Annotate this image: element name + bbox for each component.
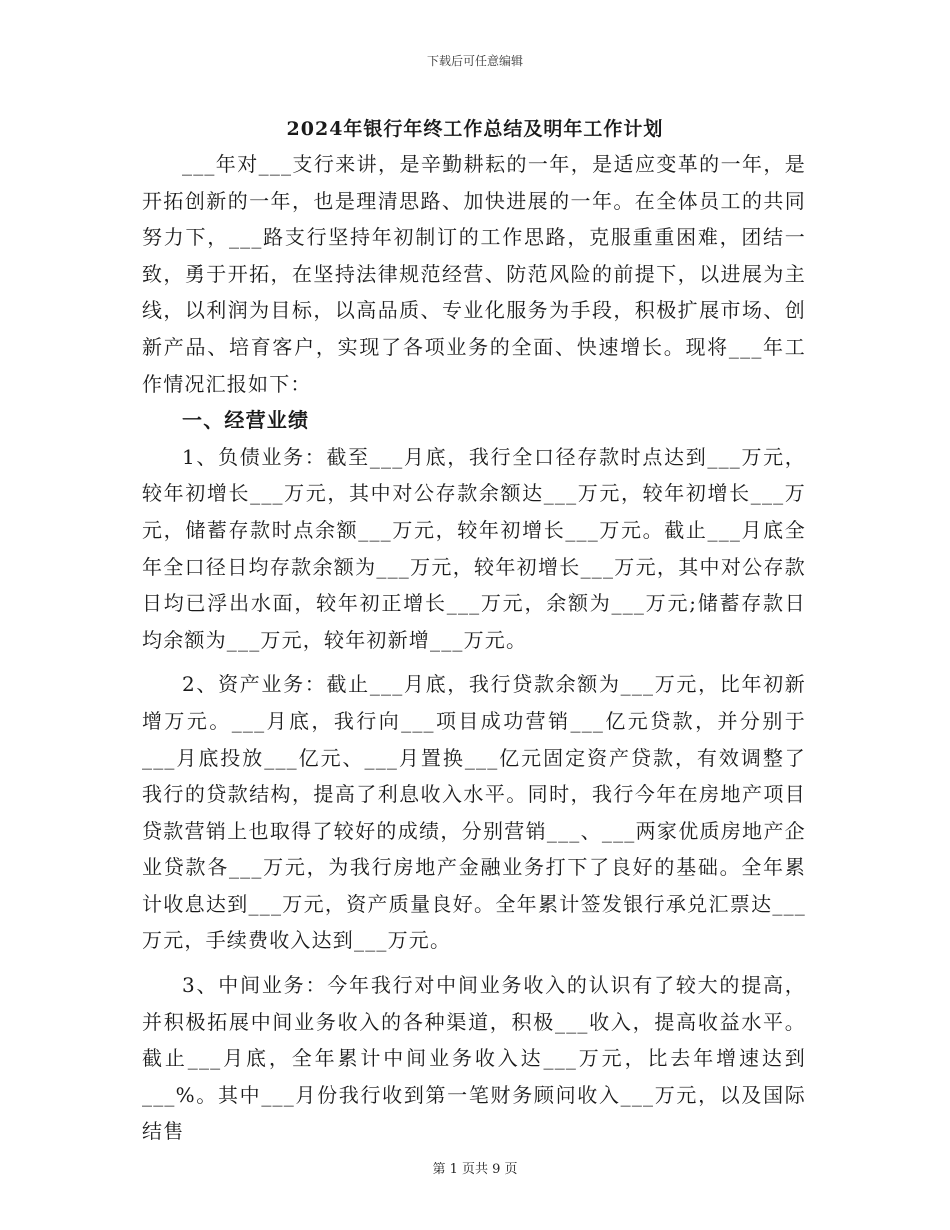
document-body [142,146,806,1150]
header-note: 下载后可任意编辑 [426,54,523,68]
page-footer: 第 1 页共 9 页 [432,1162,518,1177]
section-heading: 一、经营业绩 [182,408,310,433]
asset-business-paragraph: 2、资产业务：截止___月底，我行贷款余额为___万元，比年初新增万元。___月底，我行向___项目成功营销___亿元贷款，并分别于___月底投放___亿元、___月置换___亿元固定资产贷款，有效调整了我行的贷款结构，提高了利息收入水平。同时，我行今年在房地产项目贷款营销上也取得了较好的成绩，分别营销___、___两家优质房地产企业贷款各___万元，为我行房地产金融业务打下了良好的基础。全年累计收息达到___万元，资产质量良好。全年累计签发银行承兑汇票达___万元，手续费收入达到___万元。 [142,672,806,953]
liability-business-paragraph: 1、负债业务：截至___月底，我行全口径存款时点达到___万元，较年初增长___万元，其中对公存款余额达___万元，较年初增长___万元，储蓄存款时点余额___万元，较年初增长___万元。截止___月底全年全口径日均存款余额为___万元，较年初增长___万元，其中对公存款日均已浮出水面，较年初正增长___万元，余额为___万元;储蓄存款日均余额为___万元，较年初新增___万元。 [142,444,806,652]
document-title: 2024年银行年终工作总结及明年工作计划 [286,118,664,140]
intro-paragraph: ___年对___支行来讲，是辛勤耕耘的一年，是适应变革的一年，是开拓创新的一年，也是理清思路、加快进展的一年。在全体员工的共同努力下，___路支行坚持年初制订的工作思路，克服重重困难，团结一致，勇于开拓，在坚持法律规范经营、防范风险的前提下，以进展为主线，以利润为目标，以高品质、专业化服务为手段，积极扩展市场、创新产品、培育客户，实现了各项业务的全面、快速增长。现将___年工作情况汇报如下： [142,152,806,396]
intermediate-business-paragraph: 3、中间业务：今年我行对中间业务收入的认识有了较大的提高，并积极拓展中间业务收入的各种渠道，积极___收入，提高收益水平。截止___月底，全年累计中间业务收入达___万元，比去年增速达到___%。其中___月份我行收到第一笔财务顾问收入___万元，以及国际结售 [142,973,806,1144]
